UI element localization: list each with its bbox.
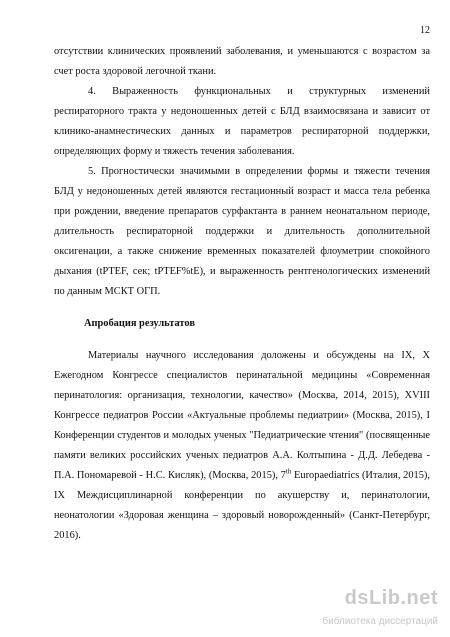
approbation-text-part1: Материалы научного исследования доложены и обсуждены на IX, X Ежегодном Конгрессе специалистов перинатальной медицины «Современная перинатология: организация, технологии, качество» (Москва, 2014, 2015), XVIII Конгрессе педиатров России «Актуальные проблемы педиатрии» (Москва, 2015), I Конференции студентов и молодых ученых "Педиатрические чтения" (посвященные памяти великих российских ученых педиатров А.А. Колтыпина - Д.Д. Лебедева - П.А. Пономаревой - Н.С. Кисляк), (Москва, 2015), 7: [54, 350, 430, 481]
superscript-th: th: [285, 467, 292, 476]
page-number: 12: [420, 25, 430, 36]
approbation-paragraph: [54, 346, 430, 546]
watermark-logo: dsLib.net: [344, 587, 438, 609]
watermark-subtitle: библиотека диссертаций: [322, 616, 438, 627]
paragraph-continuation: отсутствии клинических проявлений заболевания, и уменьшаются с возрастом за счет роста здоровой легочной ткани.: [54, 46, 430, 77]
document-body: [54, 42, 430, 546]
approbation-text-part2: Europaediatrics (Италия, 2015), IX Междисциплинарной конференции по акушерству и, перинатологии, неонатологии «Здоровая женщина – здоровый новорожденный» (Санкт-Петербург, 2016).: [54, 470, 430, 541]
section-heading: Апробация результатов: [84, 318, 195, 329]
paragraph-item-5: 5. Прогностически значимыми в определении формы и тяжести течения БЛД у недоношенных детей являются гестационный возраст и масса тела ребенка при рождении, введение препаратов сурфактанта в раннем неонатальном периоде, длительность респираторной поддержки и длительность дополнительной оксигенации, а также снижение временных показателей флоуметрии спокойного дыхания (tPTEF, сек; tPTEF%tE), и выраженность рентгенологических изменений по данным МСКТ ОГП.: [54, 166, 430, 297]
paragraph-item-4: 4. Выраженность функциональных и структурных изменений респираторного тракта у недоношенных детей с БЛД взаимосвязана и зависит от клинико-анамнестических данных и параметров респираторной поддержки, определяющих форму и тяжесть течения заболевания.: [54, 86, 430, 157]
watermark: [298, 587, 438, 627]
